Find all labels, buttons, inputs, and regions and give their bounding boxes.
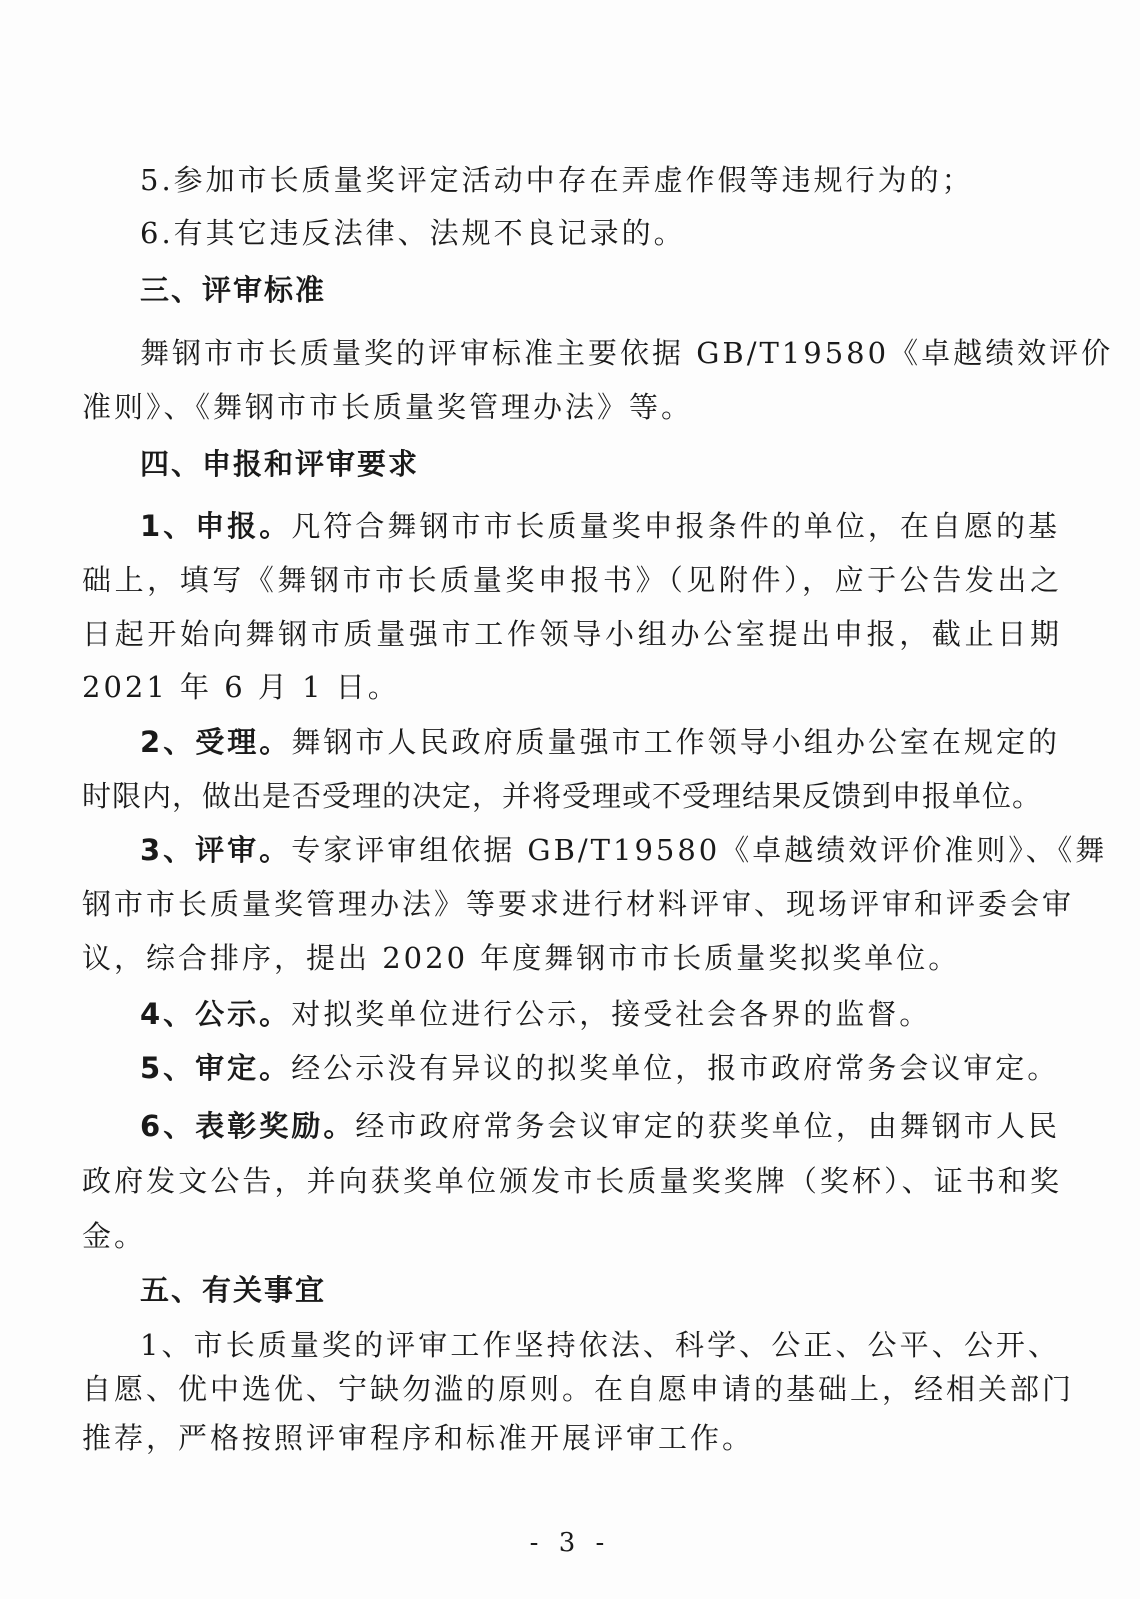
- paragraph-line: [140, 1048, 1060, 1088]
- paragraph-line: 政府发文公告，并向获奖单位颁发市长质量奖奖牌（奖杯）、证书和奖: [82, 1164, 1062, 1198]
- paragraph-line: [140, 722, 1060, 762]
- item-lead-commendation: 6、表彰奖励。: [140, 1109, 356, 1143]
- paragraph-line: 1、市长质量奖的评审工作坚持依法、科学、公正、公平、公开、: [140, 1328, 1060, 1362]
- item-lead-review: 3、评审。: [140, 833, 292, 867]
- paragraph-line: 6.有其它违反法律、法规不良记录的。: [140, 216, 686, 250]
- paragraph-line: 础上，填写《舞钢市市长质量奖申报书》（见附件），应于公告发出之: [82, 563, 1062, 597]
- paragraph-line: 5.参加市长质量奖评定活动中存在弄虚作假等违规行为的；: [140, 163, 974, 197]
- item-lead-declaration: 1、申报。: [140, 509, 292, 543]
- item-text: 对拟奖单位进行公示，接受社会各界的监督。: [291, 997, 932, 1031]
- item-text: 专家评审组依据 GB/T19580《卓越绩效评价准则》、《舞: [291, 833, 1108, 867]
- item-lead-publicity: 4、公示。: [140, 997, 292, 1031]
- paragraph-line: 时限内，做出是否受理的决定，并将受理或不受理结果反馈到申报单位。: [82, 779, 1043, 813]
- paragraph-line: [140, 830, 1108, 870]
- item-text: 舞钢市人民政府质量强市工作领导小组办公室在规定的: [291, 725, 1060, 759]
- item-text: 经公示没有异议的拟奖单位，报市政府常务会议审定。: [291, 1051, 1060, 1085]
- item-text: 凡符合舞钢市市长质量奖申报条件的单位，在自愿的基: [291, 509, 1060, 543]
- paragraph-line: [140, 1106, 1060, 1146]
- page-number: - 3 -: [529, 1528, 611, 1558]
- item-lead-acceptance: 2、受理。: [140, 725, 292, 759]
- item-lead-approval: 5、审定。: [140, 1051, 292, 1085]
- paragraph-line: 议，综合排序，提出 2020 年度舞钢市市长质量奖拟奖单位。: [82, 941, 961, 975]
- section-heading-4: 四、申报和评审要求: [140, 447, 420, 481]
- paragraph-line: 2021 年 6 月 1 日。: [82, 670, 400, 704]
- paragraph-line: 推荐，严格按照评审程序和标准开展评审工作。: [82, 1421, 755, 1455]
- paragraph-line: 金。: [82, 1219, 147, 1253]
- section-heading-5: 五、有关事宜: [140, 1273, 327, 1307]
- paragraph-line: 钢市市长质量奖管理办法》等要求进行材料评审、现场评审和评委会审: [82, 887, 1075, 921]
- paragraph-line: 日起开始向舞钢市质量强市工作领导小组办公室提出申报，截止日期: [82, 617, 1062, 651]
- paragraph-line: [140, 994, 1060, 1034]
- paragraph-line: 舞钢市市长质量奖的评审标准主要依据 GB/T19580《卓越绩效评价: [140, 336, 1114, 370]
- paragraph-line: [140, 506, 1060, 546]
- item-text: 经市政府常务会议审定的获奖单位，由舞钢市人民: [355, 1109, 1060, 1143]
- section-heading-3: 三、评审标准: [140, 273, 327, 307]
- paragraph-line: 自愿、优中选优、宁缺勿滥的原则。在自愿申请的基础上，经相关部门: [82, 1372, 1075, 1406]
- paragraph-line: 准则》、《舞钢市市长质量奖管理办法》等。: [82, 390, 694, 424]
